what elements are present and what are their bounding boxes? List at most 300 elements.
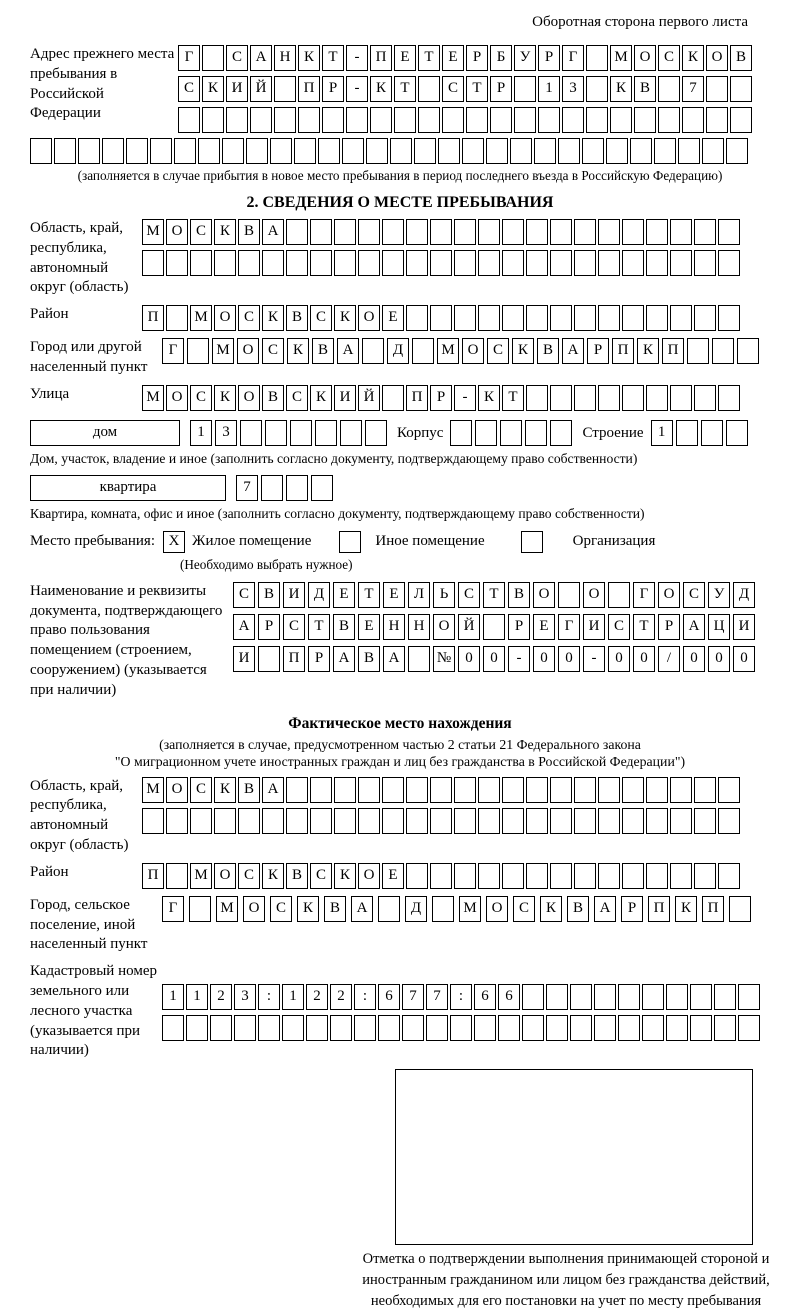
char-cell bbox=[306, 1015, 328, 1041]
char-cell: С bbox=[190, 777, 212, 803]
char-cell: Д bbox=[308, 582, 330, 608]
char-cell: Р bbox=[430, 385, 452, 411]
char-cell: 0 bbox=[558, 646, 580, 672]
char-cell: Н bbox=[274, 45, 296, 71]
char-cell bbox=[265, 420, 287, 446]
char-cell bbox=[514, 76, 536, 102]
char-cell bbox=[483, 614, 505, 640]
char-cell: 1 bbox=[538, 76, 560, 102]
char-cell bbox=[608, 582, 630, 608]
actual-raion-label: Район bbox=[30, 863, 69, 880]
char-cell bbox=[334, 219, 356, 245]
char-cell: 3 bbox=[215, 420, 237, 446]
char-cell bbox=[432, 896, 454, 922]
char-cell bbox=[354, 1015, 376, 1041]
char-cell bbox=[382, 219, 404, 245]
char-cell: К bbox=[310, 385, 332, 411]
char-cell bbox=[315, 420, 337, 446]
stay-type-option-other: Иное помещение bbox=[375, 533, 485, 550]
char-cell bbox=[406, 305, 428, 331]
char-cell: М bbox=[459, 896, 481, 922]
doc-row-2 bbox=[233, 614, 758, 640]
char-cell: Р bbox=[508, 614, 530, 640]
char-cell bbox=[430, 305, 452, 331]
actual-gorod-field bbox=[30, 896, 770, 955]
char-cell: К bbox=[214, 777, 236, 803]
char-cell bbox=[502, 777, 524, 803]
char-cell: № bbox=[433, 646, 455, 672]
raion-field bbox=[30, 305, 770, 331]
kadastr-row-1 bbox=[162, 984, 762, 1010]
char-cell bbox=[718, 808, 740, 834]
char-cell: 0 bbox=[608, 646, 630, 672]
char-cell bbox=[478, 250, 500, 276]
prev-address-row-2 bbox=[178, 76, 754, 102]
char-cell bbox=[450, 1015, 472, 1041]
char-cell: О bbox=[634, 45, 656, 71]
char-cell bbox=[450, 420, 472, 446]
char-cell bbox=[550, 863, 572, 889]
doc-row-1 bbox=[233, 582, 758, 608]
char-cell bbox=[500, 420, 522, 446]
char-cell: О bbox=[658, 582, 680, 608]
confirmation-stamp-box bbox=[395, 1069, 753, 1245]
char-cell: Б bbox=[490, 45, 512, 71]
char-cell bbox=[274, 107, 296, 133]
char-cell: О bbox=[433, 614, 455, 640]
char-cell bbox=[406, 808, 428, 834]
char-cell bbox=[365, 420, 387, 446]
char-cell: Й bbox=[250, 76, 272, 102]
char-cell: - bbox=[346, 45, 368, 71]
char-cell: П bbox=[612, 338, 634, 364]
char-cell: С bbox=[286, 385, 308, 411]
stay-type-option-residential: Жилое помещение bbox=[192, 533, 312, 550]
char-cell bbox=[642, 984, 664, 1010]
actual-gorod-label: Город, сельское поселение, иной населенный пункт bbox=[30, 896, 148, 953]
char-cell bbox=[718, 219, 740, 245]
char-cell bbox=[502, 863, 524, 889]
char-cell: С bbox=[238, 305, 260, 331]
char-cell: К bbox=[262, 863, 284, 889]
char-cell bbox=[202, 45, 224, 71]
char-cell: В bbox=[238, 219, 260, 245]
char-cell bbox=[730, 107, 752, 133]
char-cell: П bbox=[702, 896, 724, 922]
char-cell: А bbox=[594, 896, 616, 922]
char-cell bbox=[454, 808, 476, 834]
actual-raion-row bbox=[142, 863, 742, 889]
char-cell bbox=[126, 138, 148, 164]
char-cell bbox=[406, 777, 428, 803]
char-cell bbox=[178, 107, 200, 133]
char-cell bbox=[246, 138, 268, 164]
char-cell: 0 bbox=[633, 646, 655, 672]
kvartira-row bbox=[236, 475, 336, 501]
char-cell bbox=[574, 219, 596, 245]
char-cell bbox=[574, 777, 596, 803]
char-cell bbox=[718, 777, 740, 803]
char-cell bbox=[630, 138, 652, 164]
stay-type-option-organization: Организация bbox=[572, 533, 656, 550]
char-cell bbox=[618, 1015, 640, 1041]
char-cell bbox=[426, 1015, 448, 1041]
char-cell bbox=[502, 250, 524, 276]
char-cell bbox=[454, 250, 476, 276]
char-cell bbox=[594, 1015, 616, 1041]
actual-note-1: (заполняется в случае, предусмотренном частью 2 статьи 21 Федерального закона bbox=[159, 736, 641, 752]
char-cell bbox=[610, 107, 632, 133]
char-cell: П bbox=[370, 45, 392, 71]
char-cell: Г bbox=[162, 338, 184, 364]
char-cell: С bbox=[310, 305, 332, 331]
char-cell bbox=[598, 385, 620, 411]
char-cell bbox=[558, 138, 580, 164]
char-cell: Е bbox=[333, 582, 355, 608]
char-cell: Е bbox=[442, 45, 464, 71]
char-cell: Г bbox=[633, 582, 655, 608]
kadastr-row-2 bbox=[162, 1015, 762, 1041]
char-cell: Л bbox=[408, 582, 430, 608]
char-cell: К bbox=[675, 896, 697, 922]
char-cell: : bbox=[450, 984, 472, 1010]
char-cell bbox=[546, 1015, 568, 1041]
char-cell bbox=[418, 107, 440, 133]
char-cell bbox=[670, 219, 692, 245]
char-cell bbox=[522, 984, 544, 1010]
char-cell: А bbox=[262, 219, 284, 245]
char-cell: Т bbox=[502, 385, 524, 411]
char-cell bbox=[598, 219, 620, 245]
char-cell bbox=[102, 138, 124, 164]
char-cell: С bbox=[178, 76, 200, 102]
char-cell bbox=[574, 808, 596, 834]
char-cell bbox=[166, 808, 188, 834]
char-cell bbox=[408, 646, 430, 672]
char-cell: Н bbox=[383, 614, 405, 640]
char-cell bbox=[478, 808, 500, 834]
char-cell: В bbox=[258, 582, 280, 608]
dom-caption: Дом, участок, владение и иное (заполнить согласно документу, подтверждающему право собственности) bbox=[30, 450, 638, 466]
char-cell bbox=[622, 385, 644, 411]
char-cell bbox=[598, 777, 620, 803]
char-cell: У bbox=[514, 45, 536, 71]
char-cell: Т bbox=[466, 76, 488, 102]
char-cell bbox=[550, 777, 572, 803]
stamp-caption: Отметка о подтверждении выполнения принимающей стороной и иностранным гражданином или лицом без гражданства действий, необходимых для его постановки на учет по месту пребывания bbox=[362, 1251, 770, 1310]
prev-address-footnote: (заполняется в случае прибытия в новое место пребывания в период последнего въезда в Российскую Федерацию) bbox=[77, 168, 723, 183]
char-cell bbox=[676, 420, 698, 446]
char-cell bbox=[30, 138, 52, 164]
char-cell bbox=[430, 219, 452, 245]
char-cell: С bbox=[458, 582, 480, 608]
raion-label: Район bbox=[30, 306, 69, 323]
char-cell: 7 bbox=[682, 76, 704, 102]
char-cell: Г bbox=[558, 614, 580, 640]
char-cell: К bbox=[512, 338, 534, 364]
char-cell: Е bbox=[382, 863, 404, 889]
char-cell: У bbox=[708, 582, 730, 608]
char-cell bbox=[166, 305, 188, 331]
char-cell bbox=[694, 863, 716, 889]
actual-gorod-row bbox=[162, 896, 756, 922]
char-cell: С bbox=[190, 385, 212, 411]
char-cell: К bbox=[334, 863, 356, 889]
char-cell: Е bbox=[382, 305, 404, 331]
char-cell: К bbox=[287, 338, 309, 364]
char-cell bbox=[498, 1015, 520, 1041]
char-cell bbox=[214, 250, 236, 276]
char-cell bbox=[382, 385, 404, 411]
char-cell: Т bbox=[308, 614, 330, 640]
char-cell bbox=[166, 250, 188, 276]
char-cell bbox=[370, 107, 392, 133]
stay-type-field bbox=[30, 531, 770, 553]
actual-oblast-field bbox=[30, 777, 770, 856]
char-cell: С bbox=[226, 45, 248, 71]
char-cell: С bbox=[190, 219, 212, 245]
char-cell bbox=[714, 1015, 736, 1041]
kadastr-label: Кадастровый номер земельного или лесного участка (указывается при наличии) bbox=[30, 963, 157, 1059]
stay-type-checkbox-organization bbox=[521, 531, 543, 553]
char-cell bbox=[142, 808, 164, 834]
char-cell bbox=[238, 250, 260, 276]
char-cell bbox=[474, 1015, 496, 1041]
char-cell bbox=[550, 420, 572, 446]
char-cell: 0 bbox=[458, 646, 480, 672]
char-cell: С bbox=[442, 76, 464, 102]
char-cell bbox=[687, 338, 709, 364]
gorod-field bbox=[30, 338, 770, 378]
char-cell bbox=[550, 219, 572, 245]
char-cell: К bbox=[334, 305, 356, 331]
char-cell: И bbox=[583, 614, 605, 640]
char-cell: В bbox=[262, 385, 284, 411]
char-cell bbox=[214, 808, 236, 834]
char-cell bbox=[362, 338, 384, 364]
prev-address-field bbox=[30, 45, 770, 133]
char-cell bbox=[622, 250, 644, 276]
oblast-field bbox=[30, 219, 770, 298]
char-cell bbox=[394, 107, 416, 133]
char-cell bbox=[646, 808, 668, 834]
char-cell: К bbox=[370, 76, 392, 102]
char-cell bbox=[322, 107, 344, 133]
char-cell: С bbox=[658, 45, 680, 71]
char-cell: - bbox=[454, 385, 476, 411]
kadastr-field bbox=[30, 962, 770, 1061]
char-cell: Т bbox=[394, 76, 416, 102]
char-cell: Е bbox=[358, 614, 380, 640]
char-cell bbox=[358, 250, 380, 276]
char-cell: С bbox=[683, 582, 705, 608]
char-cell bbox=[466, 107, 488, 133]
char-cell bbox=[606, 138, 628, 164]
char-cell: Й bbox=[358, 385, 380, 411]
dom-namedbox: дом bbox=[30, 420, 180, 446]
char-cell: К bbox=[297, 896, 319, 922]
char-cell bbox=[670, 777, 692, 803]
char-cell bbox=[718, 305, 740, 331]
char-cell bbox=[646, 250, 668, 276]
char-cell bbox=[226, 107, 248, 133]
char-cell: - bbox=[508, 646, 530, 672]
char-cell: А bbox=[337, 338, 359, 364]
char-cell bbox=[318, 138, 340, 164]
char-cell bbox=[478, 777, 500, 803]
char-cell: К bbox=[202, 76, 224, 102]
ulitsa-label: Улица bbox=[30, 385, 70, 402]
char-cell bbox=[406, 863, 428, 889]
char-cell bbox=[294, 138, 316, 164]
char-cell: Т bbox=[418, 45, 440, 71]
char-cell bbox=[430, 808, 452, 834]
doc-label: Наименование и реквизиты документа, подтверждающего право пользования помещением (строением, сооружением) (указывается при наличии) bbox=[30, 582, 223, 698]
char-cell bbox=[478, 863, 500, 889]
char-cell: В bbox=[358, 646, 380, 672]
char-cell bbox=[729, 896, 751, 922]
stay-type-checkbox-residential: X bbox=[163, 531, 185, 553]
char-cell bbox=[290, 420, 312, 446]
char-cell: И bbox=[733, 614, 755, 640]
char-cell bbox=[162, 1015, 184, 1041]
char-cell: М bbox=[190, 863, 212, 889]
char-cell: : bbox=[258, 984, 280, 1010]
char-cell: П bbox=[142, 305, 164, 331]
korpus-label: Корпус bbox=[397, 424, 444, 441]
char-cell: В bbox=[324, 896, 346, 922]
char-cell bbox=[382, 250, 404, 276]
char-cell: И bbox=[233, 646, 255, 672]
char-cell bbox=[262, 250, 284, 276]
char-cell: В bbox=[634, 76, 656, 102]
char-cell bbox=[270, 138, 292, 164]
char-cell: А bbox=[683, 614, 705, 640]
char-cell bbox=[210, 1015, 232, 1041]
char-cell: В bbox=[567, 896, 589, 922]
char-cell bbox=[198, 138, 220, 164]
char-cell bbox=[166, 863, 188, 889]
char-cell: К bbox=[478, 385, 500, 411]
char-cell: Д bbox=[733, 582, 755, 608]
gorod-row bbox=[162, 338, 762, 364]
char-cell bbox=[442, 107, 464, 133]
char-cell bbox=[286, 475, 308, 501]
char-cell: 1 bbox=[186, 984, 208, 1010]
dom-number-row bbox=[190, 420, 390, 446]
char-cell bbox=[562, 107, 584, 133]
char-cell bbox=[54, 138, 76, 164]
char-cell: Е bbox=[394, 45, 416, 71]
char-cell: В bbox=[286, 863, 308, 889]
char-cell: 0 bbox=[683, 646, 705, 672]
char-cell bbox=[378, 1015, 400, 1041]
char-cell bbox=[490, 107, 512, 133]
char-cell: А bbox=[250, 45, 272, 71]
char-cell bbox=[670, 863, 692, 889]
char-cell bbox=[310, 777, 332, 803]
char-cell: 1 bbox=[651, 420, 673, 446]
char-cell: Р bbox=[587, 338, 609, 364]
char-cell bbox=[402, 1015, 424, 1041]
char-cell bbox=[594, 984, 616, 1010]
char-cell: В bbox=[730, 45, 752, 71]
ulitsa-row bbox=[142, 385, 742, 411]
char-cell bbox=[358, 808, 380, 834]
char-cell: О bbox=[166, 385, 188, 411]
char-cell bbox=[186, 1015, 208, 1041]
char-cell bbox=[694, 250, 716, 276]
char-cell bbox=[262, 808, 284, 834]
char-cell: П bbox=[142, 863, 164, 889]
char-cell bbox=[478, 219, 500, 245]
actual-oblast-row-1 bbox=[142, 777, 742, 803]
char-cell bbox=[412, 338, 434, 364]
char-cell bbox=[574, 863, 596, 889]
char-cell: В bbox=[312, 338, 334, 364]
char-cell bbox=[726, 138, 748, 164]
char-cell bbox=[701, 420, 723, 446]
char-cell bbox=[658, 76, 680, 102]
char-cell bbox=[378, 896, 400, 922]
char-cell bbox=[690, 984, 712, 1010]
char-cell: М bbox=[610, 45, 632, 71]
char-cell: 6 bbox=[378, 984, 400, 1010]
prev-address-row-4 bbox=[30, 138, 770, 164]
kvartira-field bbox=[30, 475, 770, 501]
char-cell bbox=[382, 777, 404, 803]
char-cell: О bbox=[462, 338, 484, 364]
char-cell bbox=[406, 250, 428, 276]
char-cell: В bbox=[537, 338, 559, 364]
char-cell bbox=[598, 305, 620, 331]
char-cell bbox=[712, 338, 734, 364]
char-cell bbox=[261, 475, 283, 501]
char-cell: О bbox=[358, 305, 380, 331]
char-cell: В bbox=[508, 582, 530, 608]
char-cell: Е bbox=[533, 614, 555, 640]
char-cell: 0 bbox=[533, 646, 555, 672]
char-cell bbox=[334, 808, 356, 834]
char-cell bbox=[286, 250, 308, 276]
char-cell bbox=[310, 250, 332, 276]
char-cell bbox=[514, 107, 536, 133]
char-cell: 0 bbox=[483, 646, 505, 672]
char-cell bbox=[240, 420, 262, 446]
char-cell bbox=[622, 808, 644, 834]
char-cell bbox=[646, 863, 668, 889]
char-cell bbox=[190, 250, 212, 276]
char-cell: С bbox=[238, 863, 260, 889]
char-cell bbox=[346, 107, 368, 133]
char-cell: О bbox=[243, 896, 265, 922]
char-cell bbox=[538, 107, 560, 133]
char-cell bbox=[298, 107, 320, 133]
char-cell bbox=[622, 305, 644, 331]
char-cell bbox=[274, 76, 296, 102]
char-cell: В bbox=[333, 614, 355, 640]
char-cell bbox=[286, 777, 308, 803]
kvartira-namedbox: квартира bbox=[30, 475, 226, 501]
char-cell: 3 bbox=[562, 76, 584, 102]
char-cell: О bbox=[486, 896, 508, 922]
char-cell bbox=[526, 808, 548, 834]
stroenie-row bbox=[651, 420, 751, 446]
char-cell bbox=[718, 385, 740, 411]
char-cell bbox=[486, 138, 508, 164]
ulitsa-field bbox=[30, 385, 770, 411]
char-cell: К bbox=[610, 76, 632, 102]
